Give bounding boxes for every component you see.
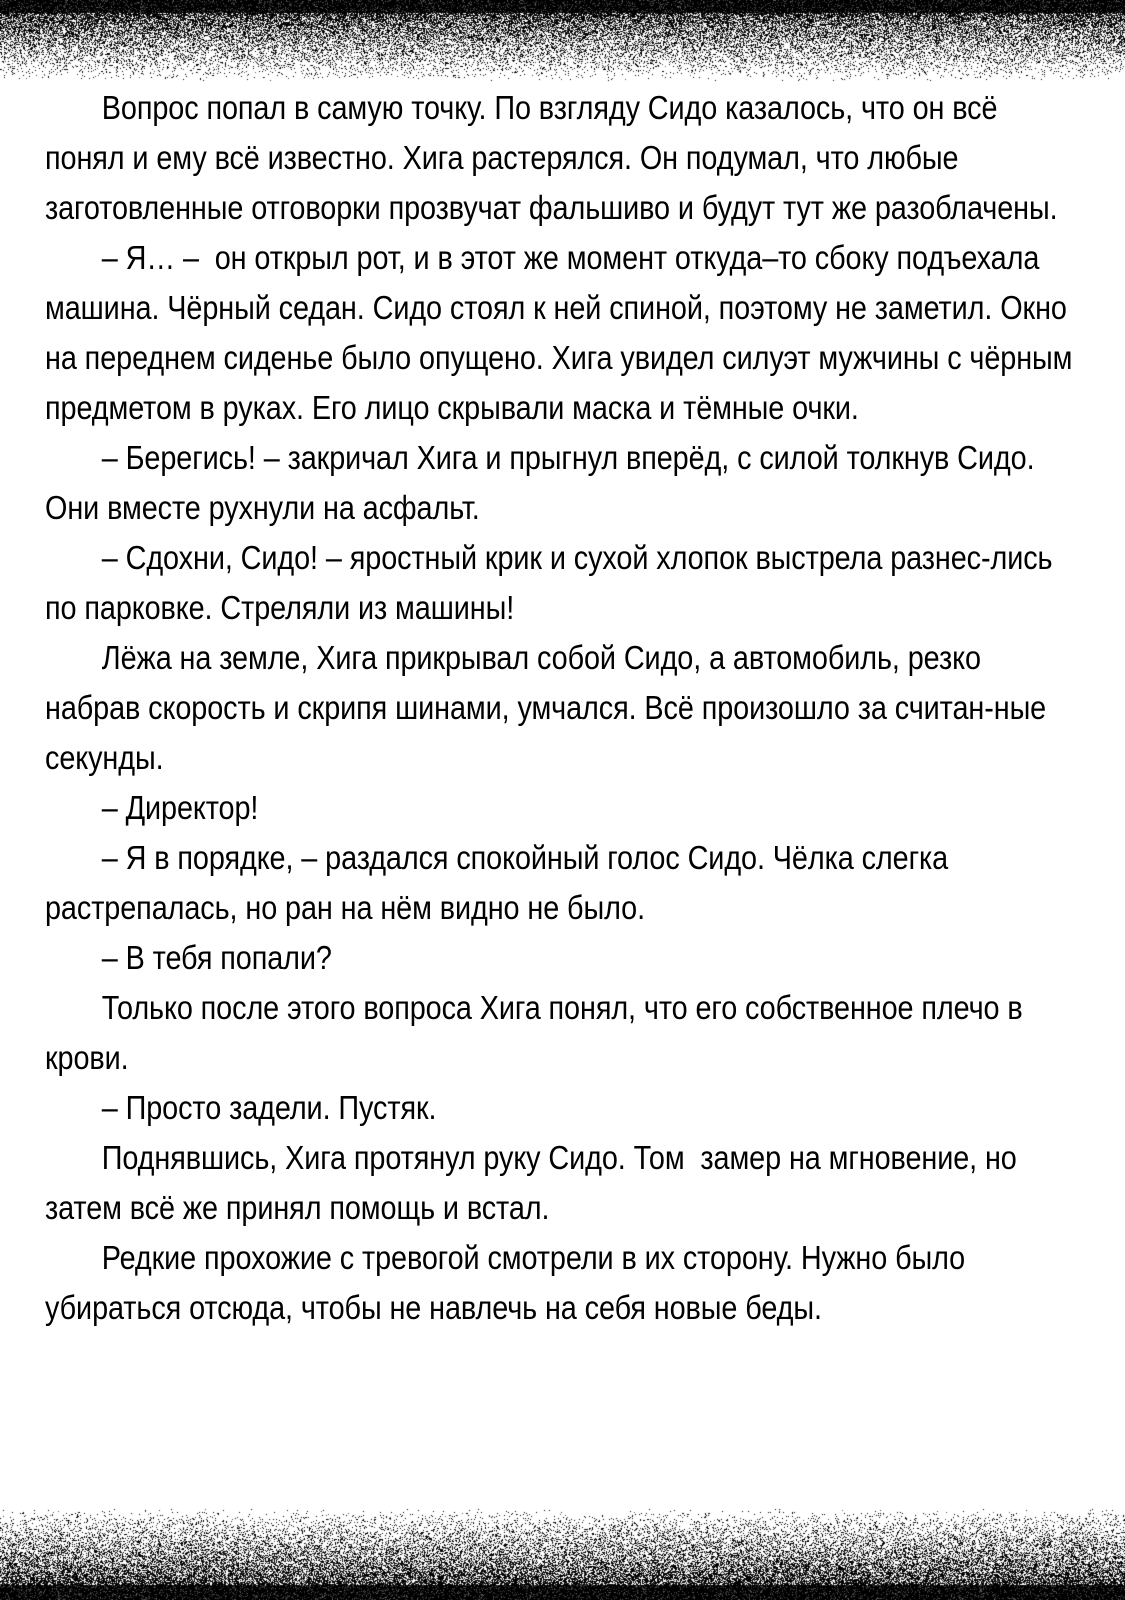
paragraph: – Сдохни, Сидо! – яростный крик и сухой хлопок выстрела разнес-лись по парковке. Стреляли из машины! [45,540,1061,627]
paragraph: Только после этого вопроса Хига понял, что его собственное плечо в крови. [45,990,1031,1077]
paragraph: Вопрос попал в самую точку. По взгляду Сидо казалось, что он всё понял и ему всё известно. Хига растерялся. Он подумал, что любые заготовленные отговорки прозвучат фальшиво и будут тут же разоблачены. [45,90,1058,227]
top-stipple-border [0,0,1125,82]
paragraph: Поднявшись, Хига протянул руку Сидо. Том замер на мгновение, но затем всё же принял помощь и встал. [45,1140,1025,1227]
paragraph: – Просто задели. Пустяк. [101,1090,437,1127]
paragraph: – Берегись! – закричал Хига и прыгнул вперёд, с силой толкнув Сидо. Они вместе рухнули на асфальт. [45,440,1043,527]
paragraph: – Директор! [101,790,259,827]
paragraph: Лёжа на земле, Хига прикрывал собой Сидо, а автомобиль, резко набрав скорость и скрипя шинами, умчался. Всё произошло за считан-ные секунды. [45,640,1055,777]
paragraph: – Я в порядке, – раздался спокойный голос Сидо. Чёлка слегка растрепалась, но ран на нём видно не было. [45,840,957,927]
bottom-stipple-border [0,1508,1125,1600]
page-text-body [45,84,1081,1334]
paragraph: – Я… – он открыл рот, и в этот же момент откуда–то сбоку подъехала машина. Чёрный седан. Сидо стоял к ней спиной, поэтому не заметил. Окно на переднем сиденье было опущено. Хига увидел силуэт мужчины с чёрным предметом в руках. Его лицо скрывали маска и тёмные очки. [45,240,1081,427]
paragraph: Редкие прохожие с тревогой смотрели в их сторону. Нужно было убираться отсюда, чтобы не навлечь на себя новые беды. [45,1240,974,1327]
paragraph: – В тебя попали? [101,940,332,977]
